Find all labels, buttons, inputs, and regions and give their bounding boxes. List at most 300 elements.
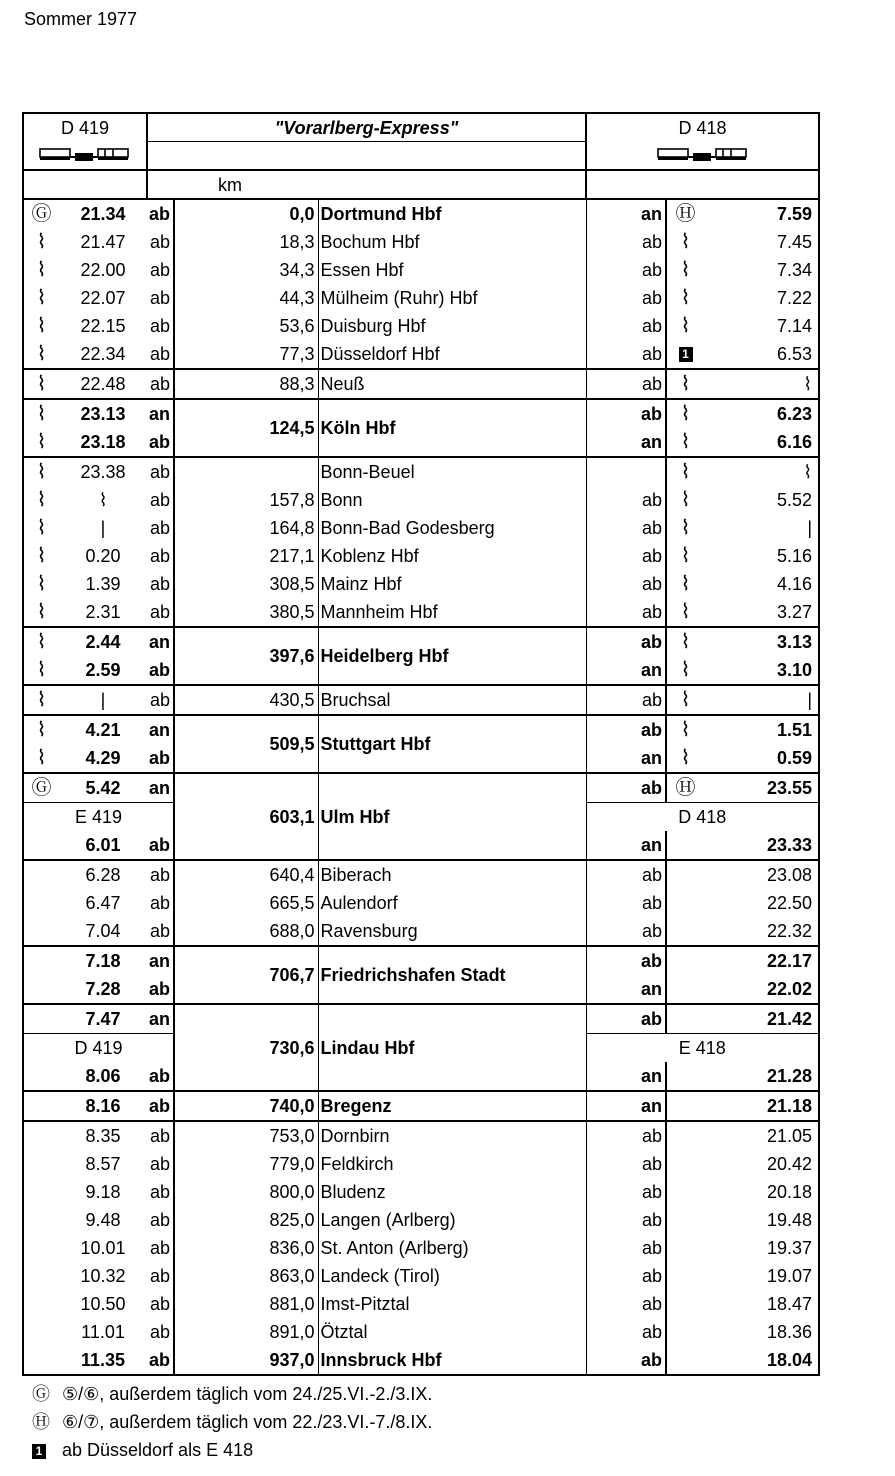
train-number-left: D 419	[23, 113, 147, 142]
arrival-time: 19.48	[704, 1206, 819, 1234]
header-row-km	[23, 170, 819, 199]
station-name: Bonn-Beuel	[318, 457, 586, 486]
arr-dep-label: ab	[586, 486, 666, 514]
change-symbol: ⌇	[680, 431, 691, 453]
km-value: 44,3	[279, 288, 315, 308]
arr-dep-label: ab	[147, 598, 174, 627]
season-label: Sommer 1977	[24, 9, 138, 29]
arr-dep-label: ab	[586, 1178, 666, 1206]
arrival-time: 0.59	[704, 744, 819, 773]
arr-dep-label: ab	[147, 1121, 174, 1150]
arr-dep-label: ab	[147, 685, 174, 715]
departure-time: 7.28	[85, 979, 121, 999]
change-symbol	[666, 1318, 704, 1346]
change-symbol: ⌇	[680, 315, 691, 337]
train-number-left: E 419	[23, 803, 174, 832]
departure-time: 11.35	[59, 1346, 147, 1375]
km-value: 881,0	[269, 1294, 315, 1314]
arrival-time: 7.45	[704, 228, 819, 256]
table-row	[23, 284, 819, 312]
change-symbol	[666, 889, 704, 917]
arrival-time: 7.59	[704, 199, 819, 228]
change-symbol: ⌇	[23, 542, 59, 570]
change-symbol: ⌇	[680, 231, 691, 253]
station-name: Bochum Hbf	[318, 228, 586, 256]
header-row-cars	[23, 142, 819, 171]
arr-dep-label: ab	[586, 256, 666, 284]
table-row	[23, 1091, 819, 1121]
station-name: Ötztal	[318, 1318, 586, 1346]
change-symbol: ⌇	[666, 399, 704, 428]
table-row	[23, 685, 819, 715]
km-value: 157,8	[269, 490, 315, 510]
arrival-time: 3.27	[704, 598, 819, 627]
change-symbol: ⌇	[23, 256, 59, 284]
station-name: Feldkirch	[318, 1150, 586, 1178]
departure-time: 23.13	[59, 399, 147, 428]
arrival-time: |	[704, 685, 819, 715]
departure-time: 22.48	[59, 369, 147, 399]
station-name: Düsseldorf Hbf	[318, 340, 586, 369]
km-value: 753,0	[174, 1121, 318, 1150]
arr-dep-label: ab	[586, 773, 666, 803]
timetable	[22, 112, 820, 1376]
arr-dep-label	[586, 457, 666, 486]
change-symbol	[23, 946, 59, 975]
departure-time: 0.20	[85, 546, 121, 566]
departure-time: 6.28	[59, 860, 147, 889]
km-value: 397,6	[174, 627, 318, 685]
departure-time: 5.42	[59, 773, 147, 803]
km-value: 77,3	[279, 344, 315, 364]
arrival-time: ⌇	[704, 457, 819, 486]
change-symbol	[23, 1004, 59, 1034]
table-row	[23, 228, 819, 256]
arrival-time: 7.34	[704, 256, 819, 284]
arrival-time: 20.42	[704, 1150, 819, 1178]
station-name: Koblenz Hbf	[318, 542, 586, 570]
arr-dep-label: ab	[586, 542, 666, 570]
arr-dep-label: ab	[586, 340, 666, 369]
change-symbol: ⌇	[23, 340, 59, 369]
arr-dep-label: ab	[147, 340, 174, 369]
change-symbol	[23, 1150, 59, 1178]
arr-dep-label: ab	[586, 1004, 666, 1034]
arr-dep-label: ab	[586, 1206, 666, 1234]
table-row	[23, 1121, 819, 1150]
coach-and-sleeper-icon	[586, 142, 819, 171]
change-symbol: ⌇	[680, 287, 691, 309]
departure-time: |	[100, 518, 106, 538]
change-symbol	[666, 340, 704, 369]
departure-time: 21.47	[80, 232, 126, 252]
change-symbol	[666, 831, 704, 860]
square-one-icon: 1	[679, 347, 693, 362]
table-row	[23, 199, 819, 228]
arrival-time: 23.08	[704, 860, 819, 889]
station-name: Bludenz	[318, 1178, 586, 1206]
arr-dep-label: ab	[147, 514, 174, 542]
departure-time: 21.34	[59, 199, 147, 228]
station-name: Essen Hbf	[318, 256, 586, 284]
arr-dep-label: ab	[147, 1206, 174, 1234]
table-row	[23, 917, 819, 946]
arr-dep-label: ab	[147, 1150, 174, 1178]
departure-time: 11.01	[81, 1322, 125, 1342]
change-symbol	[23, 1290, 59, 1318]
change-symbol	[23, 1318, 59, 1346]
arr-dep-label: ab	[586, 1121, 666, 1150]
change-symbol: Ⓖ	[23, 199, 59, 228]
symbol-g-icon: Ⓖ	[32, 1384, 50, 1404]
change-symbol: ⌇	[666, 457, 704, 486]
station-name: Ravensburg	[318, 917, 586, 946]
departure-time: 10.01	[80, 1238, 126, 1258]
departure-time: 4.21	[59, 715, 147, 744]
change-symbol	[666, 1062, 704, 1091]
arr-dep-label: ab	[586, 1150, 666, 1178]
km-value: 34,3	[279, 260, 315, 280]
station-name: Bregenz	[318, 1091, 586, 1121]
table-row	[23, 369, 819, 399]
km-value: 706,7	[174, 946, 318, 1004]
arrival-time: 3.10	[704, 656, 819, 685]
arrival-time: 21.28	[704, 1062, 819, 1091]
table-row	[23, 340, 819, 369]
departure-time: 2.31	[85, 602, 121, 622]
arr-dep-label: an	[147, 715, 174, 744]
arrival-time: 22.50	[704, 889, 819, 917]
km-value: 800,0	[269, 1182, 315, 1202]
table-row	[23, 542, 819, 570]
arr-dep-label: ab	[147, 256, 174, 284]
arr-dep-label: ab	[147, 1262, 174, 1290]
change-symbol	[23, 860, 59, 889]
arrival-time: 19.37	[704, 1234, 819, 1262]
change-symbol: ⌇	[680, 259, 691, 281]
arrival-time: 22.17	[704, 946, 819, 975]
arr-dep-label: ab	[586, 598, 666, 627]
arr-dep-label: ab	[586, 627, 666, 656]
table-row	[23, 1150, 819, 1178]
departure-time: 23.38	[59, 457, 147, 486]
departure-time: 4.29	[85, 748, 121, 768]
arr-dep-label: an	[586, 199, 666, 228]
arr-dep-label: ab	[586, 1234, 666, 1262]
table-row	[23, 627, 819, 656]
table-row	[23, 486, 819, 514]
km-value: 688,0	[269, 921, 315, 941]
km-value: 836,0	[269, 1238, 315, 1258]
change-symbol	[23, 1346, 59, 1375]
table-row	[23, 860, 819, 889]
arr-dep-label: ab	[147, 1062, 174, 1091]
station-name: Neuß	[318, 369, 586, 399]
change-symbol	[23, 1121, 59, 1150]
km-value: 53,6	[279, 316, 315, 336]
km-value: 825,0	[269, 1210, 315, 1230]
change-symbol: ⌇	[680, 747, 691, 769]
station-name: Mülheim (Ruhr) Hbf	[318, 284, 586, 312]
arrival-time: 20.18	[704, 1178, 819, 1206]
arr-dep-label: ab	[147, 1346, 174, 1375]
change-symbol	[666, 860, 704, 889]
arrival-time: 18.36	[704, 1318, 819, 1346]
table-row	[23, 598, 819, 627]
arr-dep-label: ab	[586, 1290, 666, 1318]
change-symbol	[666, 975, 704, 1004]
km-value: 0,0	[174, 199, 318, 228]
arr-dep-label: ab	[147, 1290, 174, 1318]
change-symbol: Ⓖ	[23, 773, 59, 803]
footnote-g	[32, 1380, 432, 1408]
departure-time: 22.34	[80, 344, 126, 364]
arr-dep-label: ab	[147, 656, 174, 685]
arrival-time: 22.02	[704, 975, 819, 1004]
km-label: km	[218, 174, 243, 195]
arr-dep-label: ab	[147, 889, 174, 917]
arr-dep-label: ab	[586, 1318, 666, 1346]
arrival-time: 7.14	[704, 312, 819, 340]
arr-dep-label: ab	[147, 199, 174, 228]
arrival-time: 18.47	[704, 1290, 819, 1318]
table-row	[23, 570, 819, 598]
departure-time: 8.16	[59, 1091, 147, 1121]
arr-dep-label: ab	[147, 457, 174, 486]
departure-time: 1.39	[85, 574, 121, 594]
arr-dep-label: ab	[586, 946, 666, 975]
arrival-time: 4.16	[704, 570, 819, 598]
footnotes	[32, 1380, 432, 1464]
change-symbol: ⌇	[23, 312, 59, 340]
km-value: 509,5	[174, 715, 318, 773]
table-row	[23, 457, 819, 486]
departure-time: 7.04	[85, 921, 121, 941]
arr-dep-label: ab	[147, 1178, 174, 1206]
arrival-time: 5.52	[704, 486, 819, 514]
arr-dep-label: ab	[586, 715, 666, 744]
change-symbol	[23, 1234, 59, 1262]
change-symbol	[23, 831, 59, 860]
change-symbol	[23, 889, 59, 917]
arr-dep-label: ab	[586, 570, 666, 598]
station-name: Heidelberg Hbf	[318, 627, 586, 685]
km-value: 217,1	[269, 546, 315, 566]
change-symbol	[666, 1091, 704, 1121]
station-name: Innsbruck Hbf	[318, 1346, 586, 1375]
change-symbol	[23, 1091, 59, 1121]
change-symbol	[23, 1206, 59, 1234]
arr-dep-label: ab	[586, 860, 666, 889]
departure-time: 7.47	[59, 1004, 147, 1034]
km-value: 891,0	[269, 1322, 315, 1342]
change-symbol: ⌇	[23, 627, 59, 656]
km-value: 88,3	[174, 369, 318, 399]
change-symbol: ⌇	[666, 627, 704, 656]
table-row	[23, 1318, 819, 1346]
km-value	[174, 457, 318, 486]
table-row	[23, 399, 819, 428]
arr-dep-label: ab	[147, 831, 174, 860]
change-symbol: ⌇	[23, 457, 59, 486]
table-row	[23, 256, 819, 284]
arr-dep-label: an	[147, 1004, 174, 1034]
arrival-time: 6.23	[704, 399, 819, 428]
departure-time: 8.57	[85, 1154, 121, 1174]
table-row	[23, 1004, 819, 1034]
arr-dep-label: an	[147, 946, 174, 975]
table-row	[23, 1234, 819, 1262]
km-value: 730,6	[174, 1004, 318, 1091]
train-number-right: D 418	[586, 803, 819, 832]
change-symbol	[23, 1062, 59, 1091]
station-name: Langen (Arlberg)	[318, 1206, 586, 1234]
change-symbol: ⌇	[23, 399, 59, 428]
change-symbol: ⌇	[680, 489, 691, 511]
departure-time: 8.06	[85, 1066, 121, 1086]
table-row	[23, 889, 819, 917]
arr-dep-label: ab	[147, 975, 174, 1004]
train-number-left: D 419	[23, 1034, 174, 1063]
train-number-right: D 418	[586, 113, 819, 142]
arr-dep-label: an	[586, 975, 666, 1004]
departure-time: ⌇	[98, 490, 108, 510]
arr-dep-label: an	[147, 773, 174, 803]
km-value: 863,0	[269, 1266, 315, 1286]
arr-dep-label: ab	[147, 1318, 174, 1346]
footnote-h	[32, 1408, 432, 1436]
station-name: Bruchsal	[318, 685, 586, 715]
km-value: 603,1	[174, 773, 318, 860]
header-blank	[147, 142, 586, 171]
change-symbol: ⌇	[23, 598, 59, 627]
arr-dep-label: ab	[586, 917, 666, 946]
change-symbol: ⌇	[666, 715, 704, 744]
arrival-time: |	[704, 514, 819, 542]
station-name: Landeck (Tirol)	[318, 1262, 586, 1290]
station-name: Duisburg Hbf	[318, 312, 586, 340]
table-row	[23, 1178, 819, 1206]
footnote-1	[32, 1436, 432, 1464]
train-number-right: E 418	[586, 1034, 819, 1063]
arr-dep-label: ab	[586, 284, 666, 312]
table-row	[23, 1346, 819, 1375]
table-row	[23, 715, 819, 744]
change-symbol	[23, 1262, 59, 1290]
change-symbol	[666, 1004, 704, 1034]
arr-dep-label: ab	[147, 542, 174, 570]
arr-dep-label: ab	[586, 228, 666, 256]
arr-dep-label: an	[147, 627, 174, 656]
arr-dep-label: ab	[586, 685, 666, 715]
header-row-trains	[23, 113, 819, 142]
station-name: Dornbirn	[318, 1121, 586, 1150]
change-symbol: ⌇	[23, 570, 59, 598]
change-symbol: ⌇	[680, 545, 691, 567]
change-symbol: ⌇	[23, 685, 59, 715]
arr-dep-label: ab	[147, 1234, 174, 1262]
arrival-time: 6.53	[704, 340, 819, 369]
arr-dep-label: ab	[147, 486, 174, 514]
km-value: 640,4	[174, 860, 318, 889]
arrival-time: 6.16	[704, 428, 819, 457]
arr-dep-label: ab	[586, 312, 666, 340]
change-symbol: ⌇	[23, 486, 59, 514]
table-row	[23, 1290, 819, 1318]
arr-dep-label: ab	[147, 1091, 174, 1121]
change-symbol: ⌇	[23, 514, 59, 542]
change-symbol: ⌇	[23, 744, 59, 773]
departure-time: |	[59, 685, 147, 715]
arr-dep-label: ab	[147, 228, 174, 256]
km-value: 665,5	[269, 893, 315, 913]
arrival-time: 21.18	[704, 1091, 819, 1121]
station-name: Mannheim Hbf	[318, 598, 586, 627]
departure-time: 9.48	[85, 1210, 121, 1230]
change-symbol	[666, 946, 704, 975]
departure-time: 10.50	[80, 1294, 126, 1314]
km-value: 430,5	[174, 685, 318, 715]
departure-time: 9.18	[85, 1182, 121, 1202]
km-value: 164,8	[269, 518, 315, 538]
change-symbol: ⌇	[23, 656, 59, 685]
arr-dep-label: an	[586, 1091, 666, 1121]
departure-time: 22.15	[80, 316, 126, 336]
arrival-time: 23.33	[704, 831, 819, 860]
arr-dep-label: ab	[147, 744, 174, 773]
arrival-time: 3.13	[704, 627, 819, 656]
footnote-text: ⑤/⑥, außerdem täglich vom 24./25.VI.-2./3.IX.	[62, 1384, 433, 1404]
station-name: Biberach	[318, 860, 586, 889]
arr-dep-label: ab	[586, 1346, 666, 1375]
departure-time: 6.47	[85, 893, 121, 913]
departure-time: 23.18	[80, 432, 126, 452]
change-symbol: ⌇	[23, 284, 59, 312]
table-row	[23, 514, 819, 542]
arr-dep-label: an	[586, 656, 666, 685]
departure-time: 22.07	[80, 288, 126, 308]
station-name: Friedrichshafen Stadt	[318, 946, 586, 1004]
symbol-h-icon: Ⓗ	[32, 1412, 50, 1432]
change-symbol: ⌇	[23, 369, 59, 399]
footnote-text: ab Düsseldorf als E 418	[62, 1440, 254, 1460]
arr-dep-label: an	[586, 428, 666, 457]
change-symbol	[666, 1150, 704, 1178]
km-value: 779,0	[269, 1154, 315, 1174]
arr-dep-label: ab	[147, 917, 174, 946]
arrival-time: 7.22	[704, 284, 819, 312]
arr-dep-label: ab	[586, 369, 666, 399]
arr-dep-label: ab	[586, 1262, 666, 1290]
change-symbol	[666, 917, 704, 946]
departure-time: 2.59	[85, 660, 121, 680]
change-symbol	[666, 1290, 704, 1318]
departure-time: 6.01	[85, 835, 121, 855]
departure-time: 2.44	[59, 627, 147, 656]
change-symbol: ⌇	[666, 685, 704, 715]
km-value: 308,5	[269, 574, 315, 594]
arr-dep-label: ab	[586, 514, 666, 542]
change-symbol: ⌇	[23, 228, 59, 256]
coach-and-sleeper-icon	[23, 142, 147, 171]
arrival-time: 5.16	[704, 542, 819, 570]
change-symbol: ⌇	[680, 573, 691, 595]
station-name: St. Anton (Arlberg)	[318, 1234, 586, 1262]
change-symbol: ⌇	[23, 428, 59, 457]
departure-time: 8.35	[59, 1121, 147, 1150]
arr-dep-label: ab	[147, 312, 174, 340]
station-name: Ulm Hbf	[318, 773, 586, 860]
